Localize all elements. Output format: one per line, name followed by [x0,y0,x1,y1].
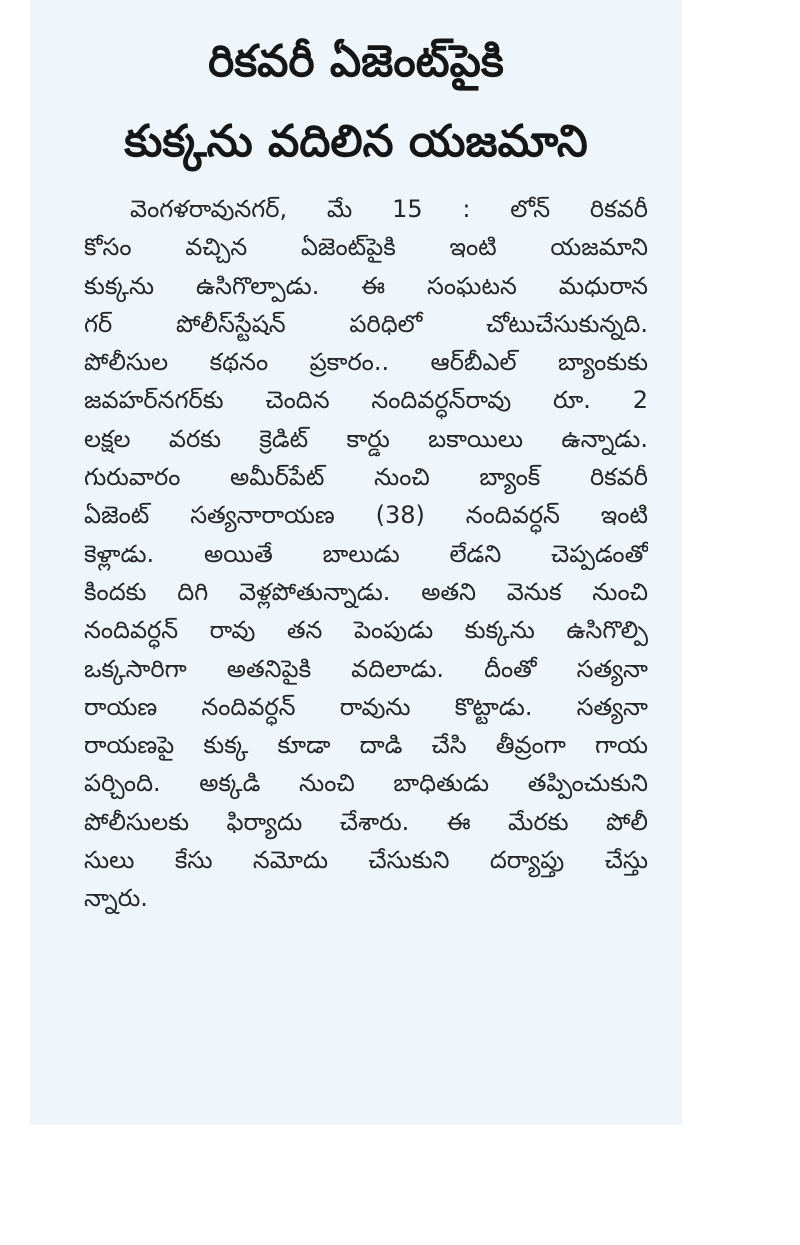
body-line: వెంగళరావునగర్, మే 15 : లోన్ రికవరీ [130,195,648,223]
headline-line-1: రికవరీ ఏజెంట్‌పైకి [208,36,504,87]
body-line: గర్ పోలీస్‌స్టేషన్ పరిధిలో చోటుచేసుకున్నది. [84,309,648,338]
body-line: పర్చింది. అక్కడి నుంచి బాధితుడు తప్పించుకుని [84,769,648,798]
body-line: నందివర్ధన్ రావు తన పెంపుడు కుక్కను ఉసిగొల్పి [84,616,648,645]
body-line: పోలీసులకు ఫిర్యాదు చేశారు. ఈ మేరకు పోలీ [84,807,648,836]
article-body [84,190,648,918]
body-line: కెళ్లాడు. అయితే బాలుడు లేడని చెప్పడంతో [84,539,648,568]
body-line: లక్షల వరకు క్రెడిట్ కార్డు బకాయిలు ఉన్నాడు. [84,424,648,453]
body-line: సులు కేసు నమోదు చేసుకుని దర్యాప్తు చేస్తు [84,846,648,875]
body-line: కుక్కను ఉసిగొల్పాడు. ఈ సంఘటన మధురాన [84,271,648,300]
body-line: కోసం వచ్చిన ఏజెంట్‌పైకి ఇంటి యజమాని [84,233,648,262]
body-line: ఒక్కసారిగా అతనిపైకి వదిలాడు. దీంతో సత్యనా [84,654,648,683]
headline-line-2: కుక్కను వదిలిన యజమాని [124,116,588,167]
body-line: న్నారు. [84,884,148,913]
body-line: గురువారం అమీర్‌పేట్ నుంచి బ్యాంక్ రికవరీ [84,463,648,492]
body-line: పోలీసుల కథనం ప్రకారం.. ఆర్‌బీఎల్ బ్యాంకుకు [84,348,648,377]
body-line: జవహర్‌నగర్‌కు చెందిన నందివర్ధన్‌రావు రూ. 2 [84,386,648,415]
body-line: కిందకు దిగి వెళ్లపోతున్నాడు. అతని వెనుక నుంచి [84,577,648,606]
body-line: ఏజెంట్ సత్యనారాయణ (38) నందివర్ధన్ ఇంటి [84,501,648,530]
news-clipping [30,0,682,1125]
cropped-text-fragment [116,0,186,4]
body-line: రాయణ నందివర్ధన్ రావును కొట్టాడు. సత్యనా [84,692,648,721]
body-line: రాయణపై కుక్క కూడా దాడి చేసి తీవ్రంగా గాయ [84,731,648,760]
